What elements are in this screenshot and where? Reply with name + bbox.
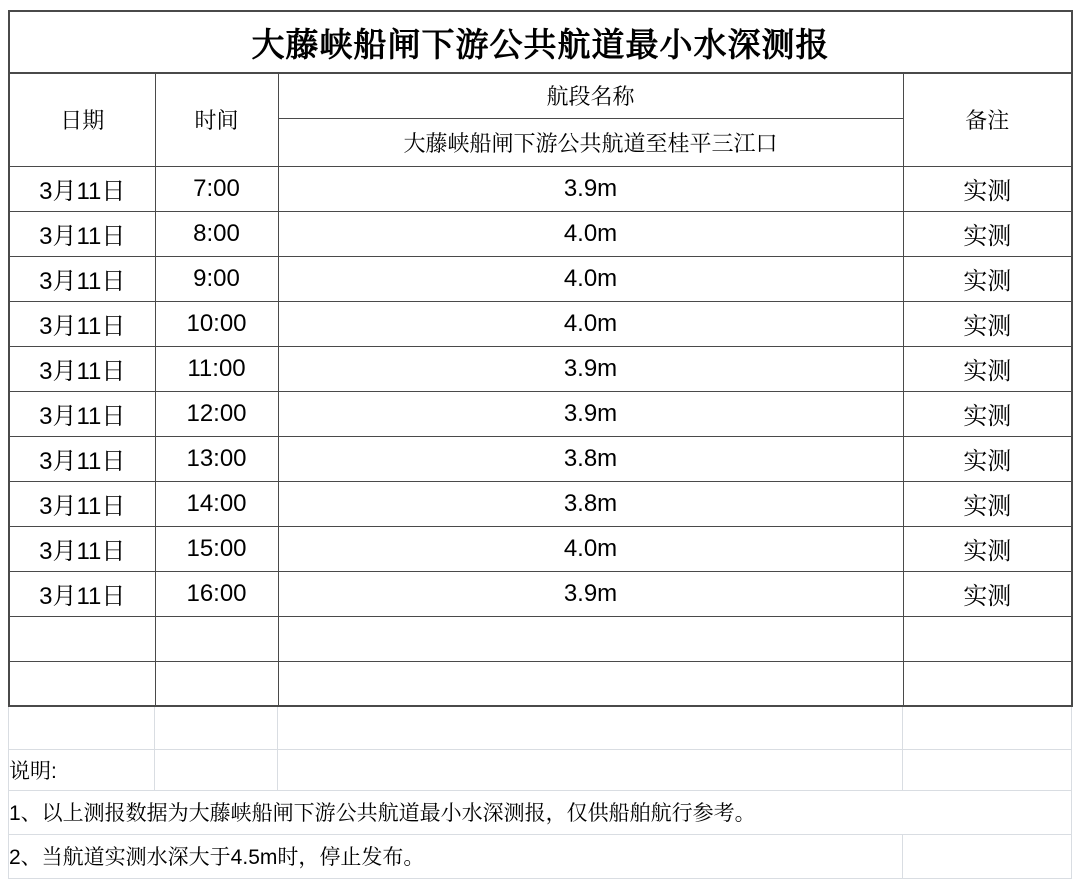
note-row [9,790,1072,834]
remark-cell: 实测 [903,256,1072,301]
page-title: 大藤峡船闸下游公共航道最小水深测报 [9,11,1072,73]
empty-cell [278,749,903,790]
table-row [9,436,1072,481]
notes-section [8,707,1072,879]
remark-cell: 实测 [903,436,1072,481]
depth-cell: 3.8m [278,436,903,481]
remark-cell: 实测 [903,301,1072,346]
date-cell: 3月11日 [9,166,155,211]
empty-cell [9,661,155,706]
remark-cell: 实测 [903,346,1072,391]
date-cell: 3月11日 [9,211,155,256]
depth-cell: 4.0m [278,211,903,256]
empty-cell [903,661,1072,706]
notes-label-row [9,749,1072,790]
depth-cell: 4.0m [278,301,903,346]
time-cell: 9:00 [155,256,278,301]
date-cell: 3月11日 [9,436,155,481]
empty-cell [903,707,1072,749]
date-cell: 3月11日 [9,526,155,571]
title-row [9,11,1072,73]
table-row [9,346,1072,391]
table-row [9,571,1072,616]
depth-cell: 3.8m [278,481,903,526]
remark-cell: 实测 [903,166,1072,211]
time-cell: 8:00 [155,211,278,256]
date-cell: 3月11日 [9,571,155,616]
depth-cell: 3.9m [278,346,903,391]
date-cell: 3月11日 [9,391,155,436]
empty-cell [155,616,278,661]
table-row [9,481,1072,526]
remark-cell: 实测 [903,526,1072,571]
table-row [9,526,1072,571]
date-cell: 3月11日 [9,256,155,301]
depth-cell: 3.9m [278,166,903,211]
empty-cell [278,707,903,749]
empty-cell [9,707,155,749]
empty-cell [903,749,1072,790]
depth-cell: 4.0m [278,526,903,571]
col-header-segment: 航段名称 [278,73,903,118]
depth-cell: 4.0m [278,256,903,301]
table-row [9,211,1072,256]
time-cell: 7:00 [155,166,278,211]
col-header-remark: 备注 [903,73,1072,166]
col-header-time: 时间 [155,73,278,166]
time-cell: 16:00 [155,571,278,616]
time-cell: 12:00 [155,391,278,436]
remark-cell: 实测 [903,571,1072,616]
empty-cell [278,616,903,661]
time-cell: 15:00 [155,526,278,571]
depth-report-table [8,10,1073,707]
col-header-segment-name: 大藤峡船闸下游公共航道至桂平三江口 [278,118,903,166]
notes-label: 说明: [9,749,155,790]
table-row [9,391,1072,436]
table-row [9,166,1072,211]
date-cell: 3月11日 [9,346,155,391]
depth-cell: 3.9m [278,571,903,616]
remark-cell: 实测 [903,211,1072,256]
empty-cell [903,616,1072,661]
date-cell: 3月11日 [9,301,155,346]
empty-cell [903,834,1072,878]
header-row [9,73,1072,118]
table-row [9,256,1072,301]
empty-row [9,616,1072,661]
col-header-date: 日期 [9,73,155,166]
note-item-1: 1、以上测报数据为大藤峡船闸下游公共航道最小水深测报，仅供船舶航行参考。 [9,790,1072,834]
empty-cell [155,661,278,706]
note-row [9,834,1072,878]
remark-cell: 实测 [903,391,1072,436]
time-cell: 11:00 [155,346,278,391]
time-cell: 14:00 [155,481,278,526]
date-cell: 3月11日 [9,481,155,526]
empty-cell [155,749,278,790]
time-cell: 13:00 [155,436,278,481]
empty-cell [9,616,155,661]
time-cell: 10:00 [155,301,278,346]
note-item-2: 2、当航道实测水深大于4.5m时，停止发布。 [9,834,903,878]
empty-row [9,661,1072,706]
sheet-empty-row [9,707,1072,749]
remark-cell: 实测 [903,481,1072,526]
empty-cell [278,661,903,706]
depth-cell: 3.9m [278,391,903,436]
empty-cell [155,707,278,749]
table-row [9,301,1072,346]
